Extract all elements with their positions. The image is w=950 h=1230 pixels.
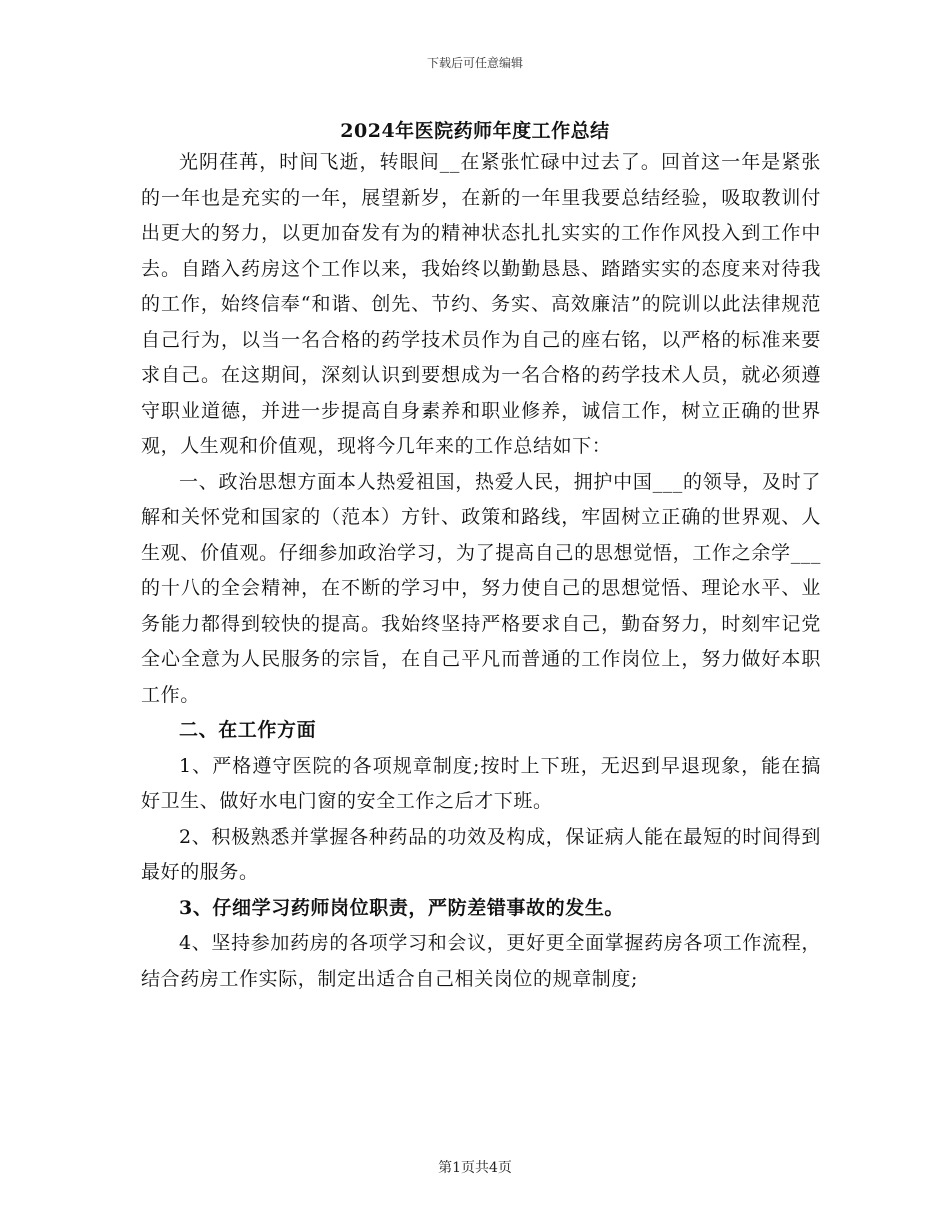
paragraph-item-3: 3、仔细学习药师岗位职责，严防差错事故的发生。 — [179, 896, 625, 919]
paragraph-political: 一、政治思想方面本人热爱祖国，热爱人民，拥护中国___的领导，及时了解和关怀党和国家的（范本）方针、政策和路线，牢固树立正确的世界观、人生观、价值观。仔细参加政治学习，为了提高自己的思想觉悟，工作之余学___的十八的全会精神，在不断的学习中，努力使自己的思想觉悟、理论水平、业务能力都得到较快的提高。我始终坚持严格要求自己，勤奋努力，时刻牢记党全心全意为人民服务的宗旨，在自己平凡而普通的工作岗位上，努力做好本职工作。 — [141, 470, 821, 706]
paragraph-item-4: 4、坚持参加药房的各项学习和会议，更好更全面掌握药房各项工作流程，结合药房工作实际，制定出适合自己相关岗位的规章制度; — [141, 932, 821, 990]
page-header: 下载后可任意编辑 — [426, 56, 523, 70]
document-title: 2024年医院药师年度工作总结 — [340, 120, 610, 142]
page-number: 第1页共4页 — [438, 1160, 512, 1176]
section-heading-work: 二、在工作方面 — [179, 719, 317, 741]
paragraph-item-2: 2、积极熟悉并掌握各种药品的功效及构成，保证病人能在最短的时间得到最好的服务。 — [141, 825, 821, 883]
document-body — [141, 145, 821, 997]
paragraph-item-1: 1、严格遵守医院的各项规章制度;按时上下班，无迟到早退现象，能在搞好卫生、做好水电门窗的安全工作之后才下班。 — [141, 754, 821, 812]
paragraph-intro: 光阴荏苒，时间飞逝，转眼间__在紧张忙碌中过去了。回首这一年是紧张的一年也是充实的一年，展望新岁，在新的一年里我要总结经验，吸取教训付出更大的努力，以更加奋发有为的精神状态扎扎实实的工作作风投入到工作中去。自踏入药房这个工作以来，我始终以勤勤恳恳、踏踏实实的态度来对待我的工作，始终信奉“和谐、创先、节约、务实、高效廉洁”的院训以此法律规范自己行为，以当一名合格的药学技术员作为自己的座右铭，以严格的标准来要求自己。在这期间，深刻认识到要想成为一名合格的药学技术人员，就必须遵守职业道德，并进一步提高自身素养和职业修养，诚信工作，树立正确的世界观，人生观和价值观，现将今几年来的工作总结如下： — [141, 151, 821, 457]
